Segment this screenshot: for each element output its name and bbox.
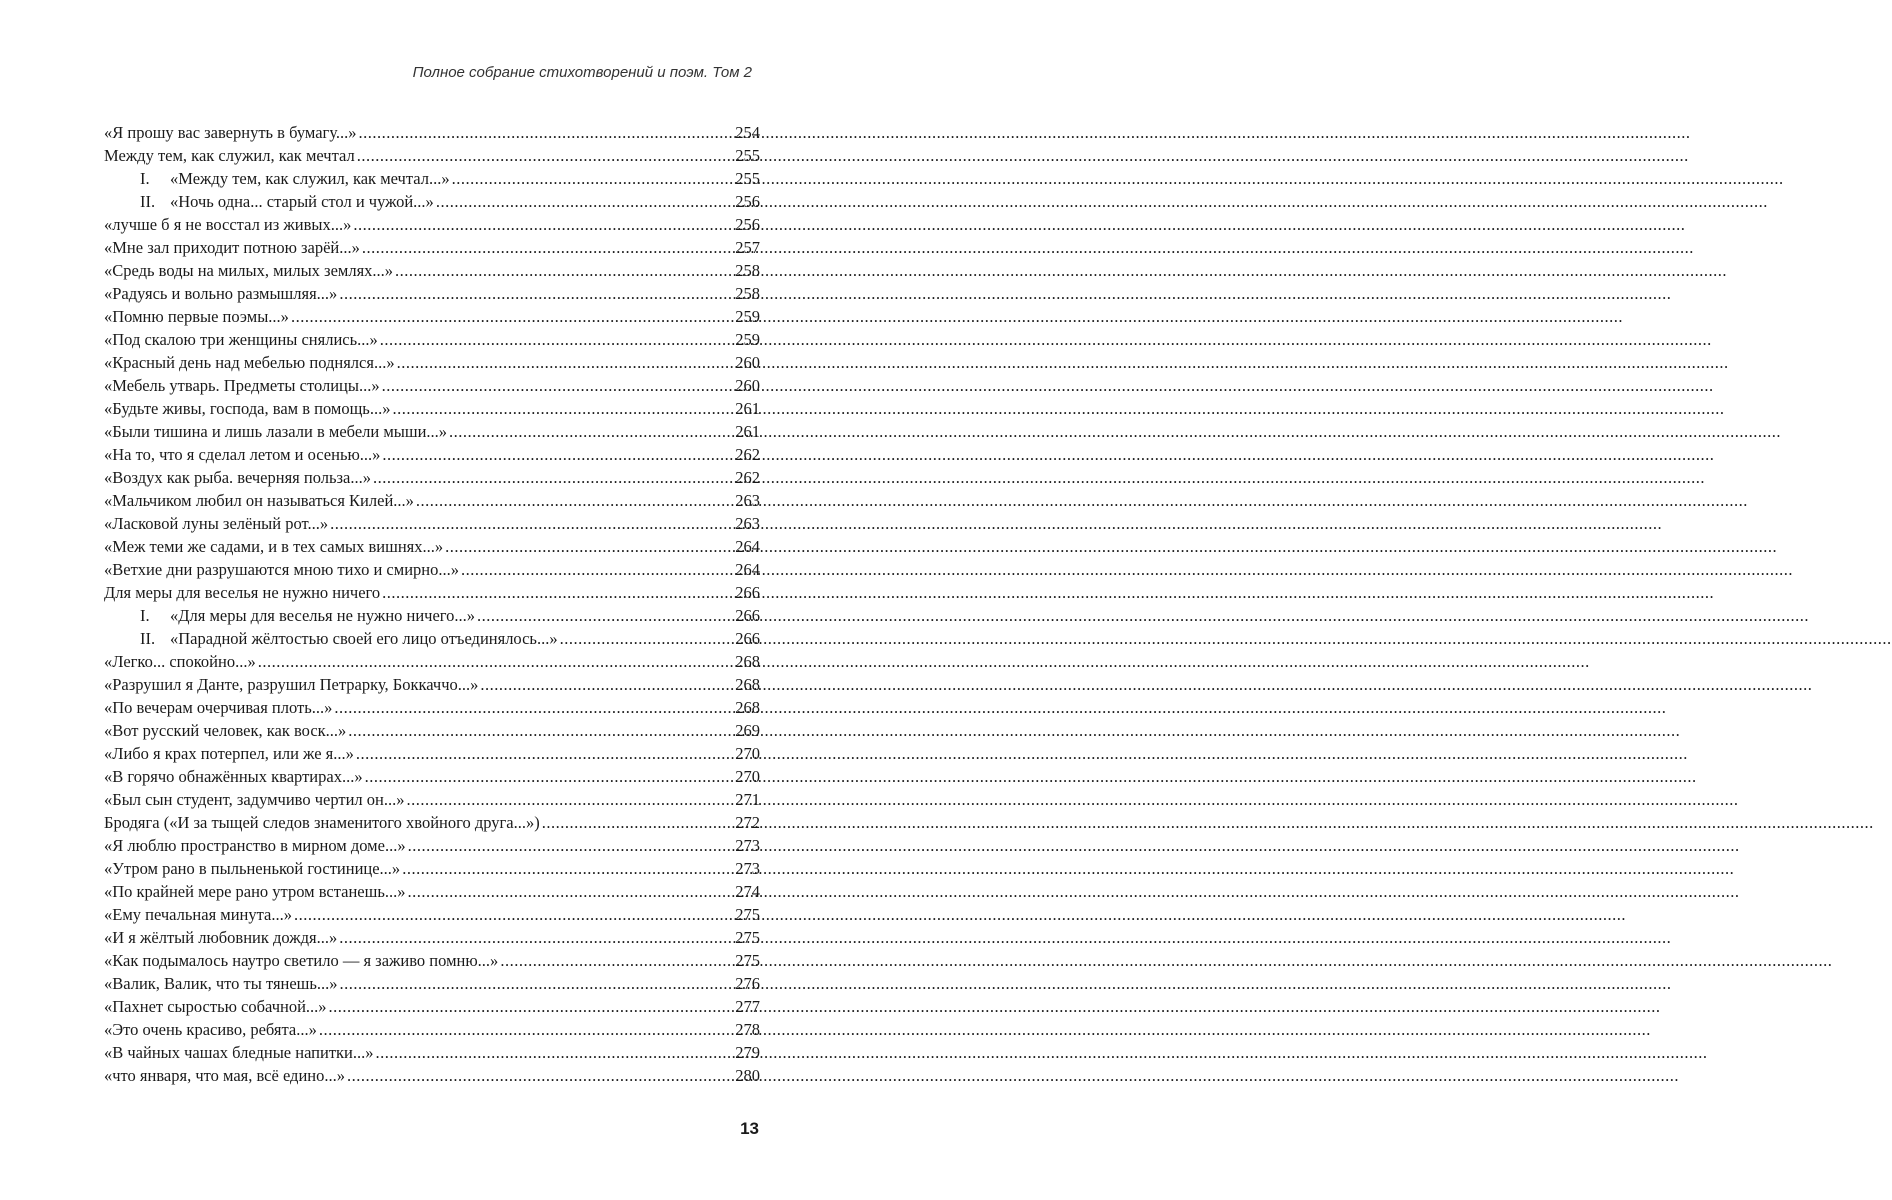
toc-entry-title: «Ветхие дни разрушаются мною тихо и смирно...» <box>104 560 459 579</box>
toc-entry-page: 275 <box>735 928 760 947</box>
toc-entry-number: II. <box>140 192 156 211</box>
dot-leader <box>294 903 733 926</box>
dot-leader <box>480 673 733 696</box>
toc-entry <box>104 489 760 512</box>
toc-entry-page: 254 <box>735 123 760 142</box>
table-of-contents <box>104 121 760 1087</box>
toc-entry-title: Для меры для веселья не нужно ничего <box>104 583 381 602</box>
toc-entry-page: 255 <box>735 169 760 188</box>
toc-entry-page: 276 <box>735 974 760 993</box>
toc-entry-page: 280 <box>735 1066 760 1085</box>
dot-leader <box>380 328 733 351</box>
toc-entry <box>104 1018 760 1041</box>
toc-entry-number: I. <box>140 169 150 188</box>
page-number: 13 <box>740 1119 759 1138</box>
toc-entry <box>104 443 760 466</box>
dot-leader <box>373 466 733 489</box>
dot-leader <box>477 604 733 627</box>
dot-leader <box>334 696 733 719</box>
toc-entry <box>104 650 760 673</box>
toc-entry-title: «Средь воды на милых, милых землях...» <box>104 261 394 280</box>
toc-entry <box>104 213 760 236</box>
toc-entry-title: «Это очень красиво, ребята...» <box>104 1020 317 1039</box>
toc-entry <box>104 903 760 926</box>
toc-entry-title: «Красный день над мебелью поднялся...» <box>104 353 395 372</box>
dot-leader <box>395 259 733 282</box>
toc-entry-page: 274 <box>735 882 760 901</box>
toc-entry <box>104 1041 760 1064</box>
toc-entry <box>104 190 760 213</box>
toc-entry-page: 264 <box>735 537 760 556</box>
toc-entry-title: Бродяга («И за тыщей следов знаменитого хвойного друга...») <box>104 813 540 832</box>
toc-entry-title: «Помню первые поэмы...» <box>104 307 289 326</box>
toc-entry-page: 270 <box>735 744 760 763</box>
toc-entry-page: 273 <box>735 859 760 878</box>
toc-entry-page: 257 <box>735 238 760 257</box>
toc-entry-title: «Мебель утварь. Предметы столицы...» <box>104 376 380 395</box>
toc-entry-page: 270 <box>735 767 760 786</box>
toc-entry <box>104 466 760 489</box>
toc-entry-page: 260 <box>735 376 760 395</box>
dot-leader <box>329 995 734 1018</box>
toc-entry <box>104 742 760 765</box>
toc-entry-title: «Были тишина и лишь лазали в мебели мыши...» <box>104 422 448 441</box>
toc-entry <box>104 121 760 144</box>
toc-entry-page: 268 <box>735 698 760 717</box>
toc-entry <box>104 512 760 535</box>
dot-leader <box>560 627 734 650</box>
dot-leader <box>348 719 733 742</box>
toc-entry <box>104 167 760 190</box>
toc-entry-title: «Я прошу вас завернуть в бумагу...» <box>104 123 357 142</box>
toc-entry-title: «По вечерам очерчивая плоть...» <box>104 698 333 717</box>
toc-entry-title: «Будьте живы, господа, вам в помощь...» <box>104 399 391 418</box>
toc-entry <box>104 259 760 282</box>
toc-entry-title: «Ласковой луны зелёный рот...» <box>104 514 329 533</box>
toc-entry <box>104 328 760 351</box>
dot-leader <box>339 282 733 305</box>
toc-entry-page: 273 <box>735 836 760 855</box>
toc-entry-title: «Либо я крах потерпел, или же я...» <box>104 744 354 763</box>
dot-leader <box>449 420 733 443</box>
dot-leader <box>452 167 734 190</box>
toc-entry <box>104 719 760 742</box>
toc-entry <box>104 236 760 259</box>
toc-entry-number: II. <box>140 629 156 648</box>
toc-entry-page: 259 <box>735 330 760 349</box>
toc-entry <box>104 995 760 1018</box>
toc-entry <box>104 305 760 328</box>
toc-entry-page: 255 <box>735 146 760 165</box>
dot-leader <box>461 558 733 581</box>
dot-leader <box>436 190 733 213</box>
toc-entry <box>104 144 760 167</box>
toc-entry-title: «На то, что я сделал летом и осенью...» <box>104 445 381 464</box>
dot-leader <box>408 834 734 857</box>
toc-entry-title: «Между тем, как служил, как мечтал...» <box>170 169 450 188</box>
toc-entry-title: «лучше б я не восстал из живых...» <box>104 215 352 234</box>
toc-entry-page: 263 <box>735 491 760 510</box>
dot-leader <box>362 236 733 259</box>
toc-entry-page: 271 <box>735 790 760 809</box>
dot-leader <box>416 489 733 512</box>
toc-entry-title: «Мне зал приходит потною зарёй...» <box>104 238 360 257</box>
toc-entry <box>104 949 760 972</box>
toc-entry <box>104 581 760 604</box>
toc-entry-page: 266 <box>735 606 760 625</box>
toc-entry-page: 261 <box>735 422 760 441</box>
toc-entry <box>104 351 760 374</box>
dot-leader <box>353 213 733 236</box>
toc-entry-page: 259 <box>735 307 760 326</box>
toc-entry-page: 266 <box>735 629 760 648</box>
toc-entry <box>104 834 760 857</box>
dot-leader <box>408 880 734 903</box>
dot-leader <box>392 397 733 420</box>
toc-entry-title: Между тем, как служил, как мечтал <box>104 146 355 165</box>
toc-entry-page: 268 <box>735 675 760 694</box>
running-header: Полное собрание стихотворений и поэм. Том 2 <box>412 64 752 81</box>
toc-entry <box>104 1064 760 1087</box>
toc-entry-title: «В горячо обнажённых квартирах...» <box>104 767 363 786</box>
toc-entry-page: 258 <box>735 284 760 303</box>
toc-entry-title: «Парадной жёлтостью своей его лицо отъединялось...» <box>170 629 558 648</box>
toc-entry-page: 279 <box>735 1043 760 1062</box>
toc-entry-number: I. <box>140 606 150 625</box>
toc-entry-page: 275 <box>735 905 760 924</box>
toc-entry-title: «Для меры для веселья не нужно ничего...» <box>170 606 476 625</box>
toc-entry <box>104 696 760 719</box>
toc-entry <box>104 282 760 305</box>
toc-entry-title: «Был сын студент, задумчиво чертил он...» <box>104 790 405 809</box>
toc-entry-title: «Утром рано в пыльненькой гостинице...» <box>104 859 401 878</box>
toc-entry-page: 258 <box>735 261 760 280</box>
toc-entry-page: 275 <box>735 951 760 970</box>
dot-leader <box>382 374 734 397</box>
toc-entry-title: «В чайных чашах бледные напитки...» <box>104 1043 374 1062</box>
dot-leader <box>258 650 734 673</box>
toc-entry-page: 269 <box>735 721 760 740</box>
toc-entry-title: «Меж теми же садами, и в тех самых вишнях...» <box>104 537 444 556</box>
dot-leader <box>330 512 733 535</box>
toc-entry <box>104 558 760 581</box>
toc-entry <box>104 604 760 627</box>
dot-leader <box>397 351 734 374</box>
dot-leader <box>359 121 734 144</box>
toc-entry-title: «И я жёлтый любовник дождя...» <box>104 928 338 947</box>
dot-leader <box>382 581 733 604</box>
toc-entry-page: 262 <box>735 445 760 464</box>
toc-entry-title: «Валик, Валик, что ты тянешь...» <box>104 974 338 993</box>
toc-entry-title: «Ему печальная минута...» <box>104 905 292 924</box>
toc-entry-title: «Как подымалось наутро светило — я заживо помню...» <box>104 951 499 970</box>
toc-entry-page: 263 <box>735 514 760 533</box>
toc-entry-title: «Я люблю пространство в мирном доме...» <box>104 836 406 855</box>
toc-entry-page: 278 <box>735 1020 760 1039</box>
dot-leader <box>500 949 733 972</box>
toc-entry <box>104 811 760 834</box>
toc-entry-title: «Ночь одна... старый стол и чужой...» <box>170 192 434 211</box>
toc-entry <box>104 857 760 880</box>
toc-entry-title: «По крайней мере рано утром встанешь...» <box>104 882 406 901</box>
toc-entry-title: «Мальчиком любил он называться Килей...» <box>104 491 414 510</box>
toc-entry-page: 264 <box>735 560 760 579</box>
toc-entry <box>104 972 760 995</box>
toc-entry <box>104 535 760 558</box>
toc-entry <box>104 420 760 443</box>
toc-entry-page: 266 <box>735 583 760 602</box>
dot-leader <box>406 788 733 811</box>
toc-entry-title: «Легко... спокойно...» <box>104 652 256 671</box>
dot-leader <box>291 305 733 328</box>
toc-entry <box>104 788 760 811</box>
toc-entry-page: 262 <box>735 468 760 487</box>
toc-entry-title: «Радуясь и вольно размышляя...» <box>104 284 338 303</box>
toc-entry <box>104 765 760 788</box>
toc-entry-page: 256 <box>735 215 760 234</box>
toc-entry-page: 268 <box>735 652 760 671</box>
dot-leader <box>402 857 733 880</box>
dot-leader <box>340 972 734 995</box>
toc-entry <box>104 374 760 397</box>
toc-entry-page: 260 <box>735 353 760 372</box>
toc-entry-title: «Разрушил я Данте, разрушил Петрарку, Боккаччо...» <box>104 675 479 694</box>
toc-entry-title: «что января, что мая, всё едино...» <box>104 1066 345 1085</box>
toc-entry <box>104 397 760 420</box>
dot-leader <box>382 443 733 466</box>
dot-leader <box>339 926 733 949</box>
toc-entry <box>104 926 760 949</box>
toc-entry-page: 277 <box>735 997 760 1016</box>
toc-entry-title: «Пахнет сыростью собачной...» <box>104 997 327 1016</box>
toc-entry-title: «Вот русский человек, как воск...» <box>104 721 347 740</box>
toc-entry-title: «Воздух как рыба. вечерняя польза...» <box>104 468 371 487</box>
toc-entry-page: 272 <box>735 813 760 832</box>
toc-entry-title: «Под скалою три женщины снялись...» <box>104 330 378 349</box>
dot-leader <box>319 1018 733 1041</box>
toc-entry <box>104 673 760 696</box>
toc-entry <box>104 880 760 903</box>
dot-leader <box>376 1041 734 1064</box>
dot-leader <box>356 742 733 765</box>
dot-leader <box>365 765 734 788</box>
toc-entry-page: 256 <box>735 192 760 211</box>
toc-entry <box>104 627 760 650</box>
toc-entry-page: 261 <box>735 399 760 418</box>
dot-leader <box>357 144 734 167</box>
dot-leader <box>347 1064 733 1087</box>
dot-leader <box>445 535 733 558</box>
dot-leader <box>542 811 734 834</box>
